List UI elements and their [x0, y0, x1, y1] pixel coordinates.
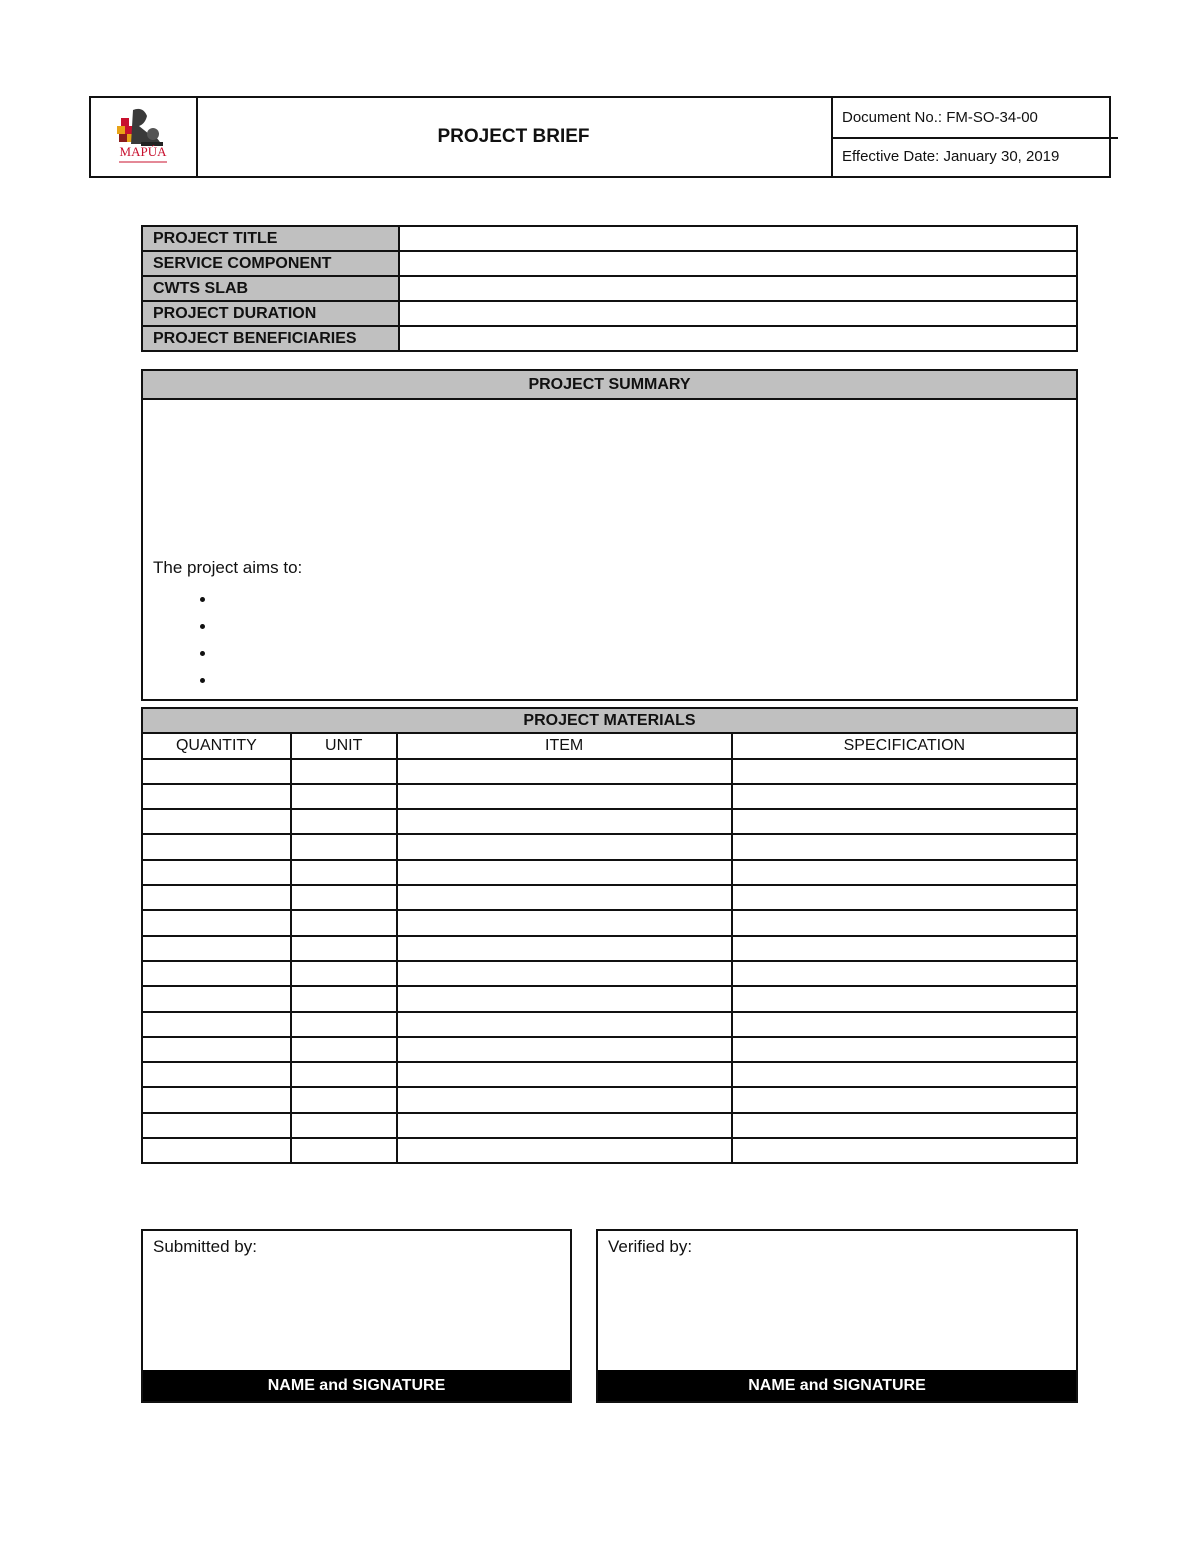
unit-cell[interactable] [291, 784, 397, 809]
info-row [142, 226, 1077, 251]
item-cell[interactable] [397, 1138, 732, 1163]
table-row [142, 885, 1077, 910]
logo-wordmark: MAPÚA [119, 144, 167, 159]
item-cell[interactable] [397, 834, 732, 859]
specification-cell[interactable] [732, 1138, 1077, 1163]
item-cell[interactable] [397, 961, 732, 986]
info-row [142, 276, 1077, 301]
table-row [142, 936, 1077, 961]
table-row [142, 834, 1077, 859]
unit-cell[interactable] [291, 1087, 397, 1112]
specification-cell[interactable] [732, 784, 1077, 809]
cwts-slab-field[interactable] [399, 276, 1077, 301]
item-cell[interactable] [397, 1037, 732, 1062]
cwts-slab-label: CWTS SLAB [142, 276, 399, 301]
unit-cell[interactable] [291, 885, 397, 910]
table-row [142, 1113, 1077, 1138]
unit-cell[interactable] [291, 809, 397, 834]
quantity-cell[interactable] [142, 784, 291, 809]
quantity-cell[interactable] [142, 1037, 291, 1062]
mapua-logo [91, 98, 196, 176]
item-cell[interactable] [397, 1062, 732, 1087]
table-row [142, 860, 1077, 885]
quantity-cell[interactable] [142, 834, 291, 859]
project-title-label: PROJECT TITLE [142, 226, 399, 251]
quantity-column-header: QUANTITY [142, 733, 291, 758]
specification-cell[interactable] [732, 961, 1077, 986]
table-row [142, 1138, 1077, 1163]
verified-name-signature-bar: NAME and SIGNATURE [598, 1370, 1076, 1401]
info-row [142, 251, 1077, 276]
project-materials-table [141, 707, 1078, 1164]
unit-column-header: UNIT [291, 733, 397, 758]
service-component-field[interactable] [399, 251, 1077, 276]
unit-cell[interactable] [291, 936, 397, 961]
quantity-cell[interactable] [142, 936, 291, 961]
item-cell[interactable] [397, 1012, 732, 1037]
specification-cell[interactable] [732, 885, 1077, 910]
specification-column-header: SPECIFICATION [732, 733, 1077, 758]
table-row [142, 1087, 1077, 1112]
item-cell[interactable] [397, 784, 732, 809]
unit-cell[interactable] [291, 961, 397, 986]
aims-list[interactable] [181, 586, 217, 694]
specification-cell[interactable] [732, 936, 1077, 961]
quantity-cell[interactable] [142, 961, 291, 986]
item-cell[interactable] [397, 936, 732, 961]
quantity-cell[interactable] [142, 910, 291, 935]
specification-cell[interactable] [732, 910, 1077, 935]
quantity-cell[interactable] [142, 1062, 291, 1087]
table-row [142, 910, 1077, 935]
item-cell[interactable] [397, 860, 732, 885]
specification-cell[interactable] [732, 1062, 1077, 1087]
specification-cell[interactable] [732, 860, 1077, 885]
form-title: PROJECT BRIEF [196, 98, 833, 176]
quantity-cell[interactable] [142, 986, 291, 1011]
project-duration-label: PROJECT DURATION [142, 301, 399, 326]
submitted-by-label: Submitted by: [153, 1237, 257, 1256]
table-row [142, 784, 1077, 809]
quantity-cell[interactable] [142, 885, 291, 910]
logo-cell [91, 98, 198, 176]
item-column-header: ITEM [397, 733, 732, 758]
unit-cell[interactable] [291, 1062, 397, 1087]
project-summary-section [141, 369, 1078, 701]
specification-cell[interactable] [732, 1037, 1077, 1062]
quantity-cell[interactable] [142, 809, 291, 834]
materials-column-header-row [142, 733, 1077, 758]
specification-cell[interactable] [732, 986, 1077, 1011]
item-cell[interactable] [397, 809, 732, 834]
unit-cell[interactable] [291, 1012, 397, 1037]
specification-cell[interactable] [732, 1113, 1077, 1138]
submitted-by-box[interactable] [141, 1229, 572, 1403]
quantity-cell[interactable] [142, 1087, 291, 1112]
verified-by-label: Verified by: [608, 1237, 693, 1256]
item-cell[interactable] [397, 986, 732, 1011]
table-row [142, 961, 1077, 986]
effective-date: Effective Date: January 30, 2019 [842, 148, 1060, 165]
quantity-cell[interactable] [142, 1138, 291, 1163]
specification-cell[interactable] [732, 759, 1077, 784]
specification-cell[interactable] [732, 809, 1077, 834]
unit-cell[interactable] [291, 986, 397, 1011]
aims-label: The project aims to: [153, 558, 303, 577]
unit-cell[interactable] [291, 910, 397, 935]
table-row [142, 986, 1077, 1011]
unit-cell[interactable] [291, 759, 397, 784]
project-title-field[interactable] [399, 226, 1077, 251]
quantity-cell[interactable] [142, 860, 291, 885]
project-beneficiaries-field[interactable] [399, 326, 1077, 351]
item-cell[interactable] [397, 910, 732, 935]
unit-cell[interactable] [291, 860, 397, 885]
project-materials-heading: PROJECT MATERIALS [142, 708, 1077, 733]
specification-cell[interactable] [732, 1012, 1077, 1037]
specification-cell[interactable] [732, 834, 1077, 859]
materials-heading-row [142, 708, 1077, 733]
table-row [142, 759, 1077, 784]
document-number: Document No.: FM-SO-34-00 [833, 98, 1118, 139]
table-row [142, 1012, 1077, 1037]
project-duration-field[interactable] [399, 301, 1077, 326]
specification-cell[interactable] [732, 1087, 1077, 1112]
info-row [142, 326, 1077, 351]
unit-cell[interactable] [291, 1113, 397, 1138]
project-summary-heading: PROJECT SUMMARY [143, 371, 1076, 400]
unit-cell[interactable] [291, 834, 397, 859]
item-cell[interactable] [397, 885, 732, 910]
service-component-label: SERVICE COMPONENT [142, 251, 399, 276]
info-row [142, 301, 1077, 326]
unit-cell[interactable] [291, 1138, 397, 1163]
verified-by-box[interactable] [596, 1229, 1078, 1403]
document-header [89, 96, 1111, 178]
quantity-cell[interactable] [142, 759, 291, 784]
table-row [142, 809, 1077, 834]
item-cell[interactable] [397, 759, 732, 784]
submitted-name-signature-bar: NAME and SIGNATURE [143, 1370, 570, 1401]
project-info-table [141, 225, 1078, 352]
quantity-cell[interactable] [142, 1012, 291, 1037]
quantity-cell[interactable] [142, 1113, 291, 1138]
item-cell[interactable] [397, 1087, 732, 1112]
table-row [142, 1062, 1077, 1087]
table-row [142, 1037, 1077, 1062]
project-beneficiaries-label: PROJECT BENEFICIARIES [142, 326, 399, 351]
item-cell[interactable] [397, 1113, 732, 1138]
unit-cell[interactable] [291, 1037, 397, 1062]
